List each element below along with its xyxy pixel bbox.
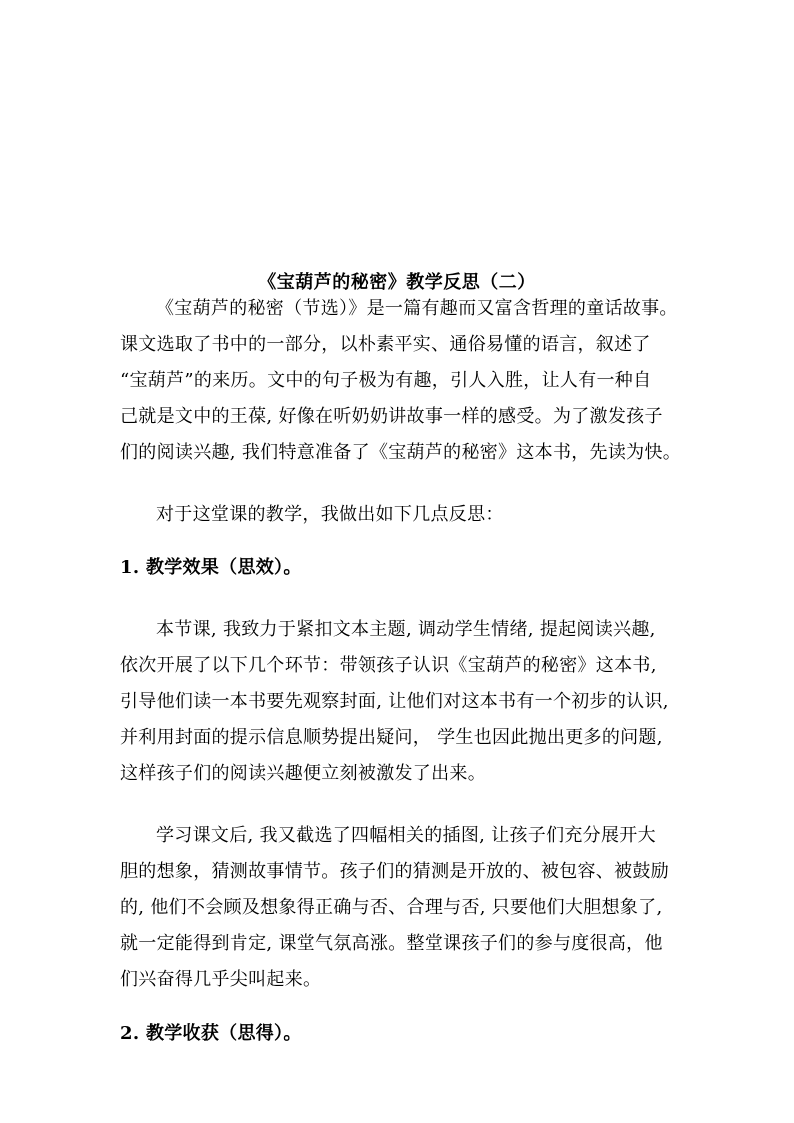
- paragraph-line: 对于这堂课的教学，我做出如下几点反思：: [156, 504, 504, 525]
- paragraph-line: 依次开展了以下几个环节：带领孩子认识《宝葫芦的秘密》这本书,: [120, 655, 657, 676]
- paragraph-line: 本节课, 我致力于紧扣文本主题, 调动学生情绪, 提起阅读兴趣,: [156, 619, 656, 640]
- paragraph-line: 《宝葫芦的秘密（节选）》是一篇有趣而又富含哲理的童话故事。: [156, 298, 678, 319]
- section-heading: 2. 教学收获（思得）。: [120, 1023, 302, 1044]
- paragraph-line: 己就是文中的王葆, 好像在听奶奶讲故事一样的感受。为了激发孩子: [120, 406, 663, 427]
- paragraph-line: 学习课文后, 我又截选了四幅相关的插图, 让孩子们充分展开大: [156, 825, 656, 846]
- document-title: 《宝葫芦的秘密》教学反思（二）: [258, 272, 536, 293]
- paragraph-line: 的, 他们不会顾及想象得正确与否、合理与否, 只要他们大胆想象了,: [120, 897, 663, 918]
- paragraph-line: 这样孩子们的阅读兴趣便立刻被激发了出来。: [120, 763, 486, 784]
- paragraph-line: 就一定能得到肯定, 课堂气氛高涨。整堂课孩子们的参与度很高，他: [120, 933, 663, 954]
- paragraph-line: 引导他们读一本书要先观察封面, 让他们对这本书有一个初步的认识,: [120, 691, 669, 712]
- paragraph-line: “宝葫芦”的来历。文中的句子极为有趣，引人入胜，让人有一种自: [120, 370, 652, 391]
- paragraph-line: 并利用封面的提示信息顺势提出疑问， 学生也因此抛出更多的问题,: [120, 727, 663, 748]
- section-heading: 1. 教学效果（思效）。: [120, 557, 302, 578]
- paragraph-line: 们兴奋得几乎尖叫起来。: [120, 969, 322, 990]
- paragraph-line: 胆的想象，猜测故事情节。孩子们的猜测是开放的、被包容、被鼓励: [120, 861, 669, 882]
- paragraph-line: 们的阅读兴趣, 我们特意准备了《宝葫芦的秘密》这本书，先读为快。: [120, 442, 682, 463]
- paragraph-line: 课文选取了书中的一部分，以朴素平实、通俗易懂的语言，叙述了: [120, 334, 651, 355]
